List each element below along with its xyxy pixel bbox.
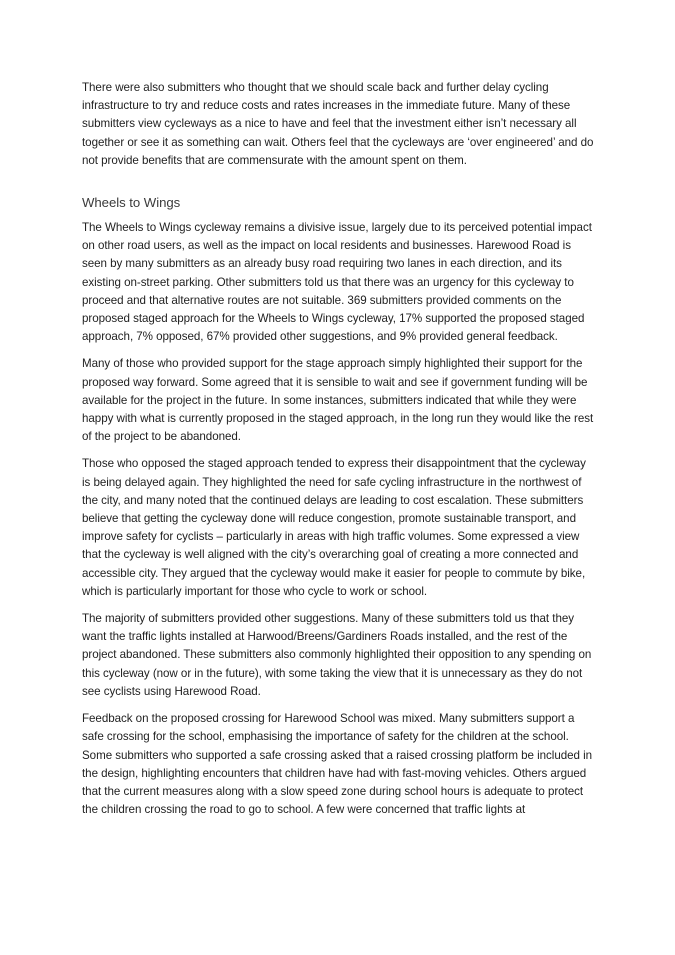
section-heading: Wheels to Wings [82,195,181,211]
document-body [82,79,597,828]
body-paragraph: Many of those who provided support for the stage approach simply highlighted their support for the proposed way forward. Some agreed that it is sensible to wait and see if government funding will be available for the project in the future. In some instances, submitters indicated that while they were happy with what is currently proposed in the staged approach, in the long run they would like the rest of the project to be abandoned. [82,357,594,444]
body-paragraph: The majority of submitters provided other suggestions. Many of these submitters told us that they want the traffic lights installed at Harwood/Breens/Gardiners Roads installed, and the rest of the project abandoned. These submitters also commonly highlighted their opposition to any spending on this cycleway (now or in the future), with some taking the view that it is unnecessary as they do not see cyclists using Harewood Road. [82,612,592,698]
body-paragraph: The Wheels to Wings cycleway remains a divisive issue, largely due to its perceived potential impact on other road users, as well as the impact on local residents and businesses. Harewood Road is seen by many submitters as an already busy road requiring two lanes in each direction, and its existing on-street parking. Other submitters told us that there was an urgency for this cycleway to proceed and that alternative routes are not suitable. 369 submitters provided comments on the proposed staged approach for the Wheels to Wings cycleway, 17% supported the proposed staged approach, 7% opposed, 67% provided other suggestions, and 9% provided general feedback. [82,221,592,344]
body-paragraph: Feedback on the proposed crossing for Harewood School was mixed. Many submitters support a safe crossing for the school, emphasising the importance of safety for the children at the school. Some submitters who supported a safe crossing asked that a raised crossing platform be included in the design, highlighting encounters that children have had with fast-moving vehicles. Others argued that the current measures along with a slow speed zone during school hours is adequate to protect the children crossing the road to go to school. A few were concerned that traffic lights at [82,712,593,817]
intro-paragraph: There were also submitters who thought that we should scale back and further delay cycling infrastructure to try and reduce costs and rates increases in the immediate future. Many of these submitters view cycleways as a nice to have and feel that the investment either isn’t necessary all together or see it as something can wait. Others feel that the cycleways are ‘over engineered’ and do not provide benefits that are commensurate with the amount spent on them. [82,81,594,167]
body-paragraph: Those who opposed the staged approach tended to express their disappointment that the cycleway is being delayed again. They highlighted the need for safe cycling infrastructure in the northwest of the city, and many noted that the continued delays are leading to cost escalation. These submitters believe that getting the cycleway done will reduce congestion, promote sustainable transport, and improve safety for cyclists – particularly in areas with high traffic volumes. Some expressed a view that the cycleway is well aligned with the city’s overarching goal of creating a more connected and accessible city. They argued that the cycleway would make it easier for people to commute by bike, which is particularly important for those who cycle to work or school. [82,457,586,598]
